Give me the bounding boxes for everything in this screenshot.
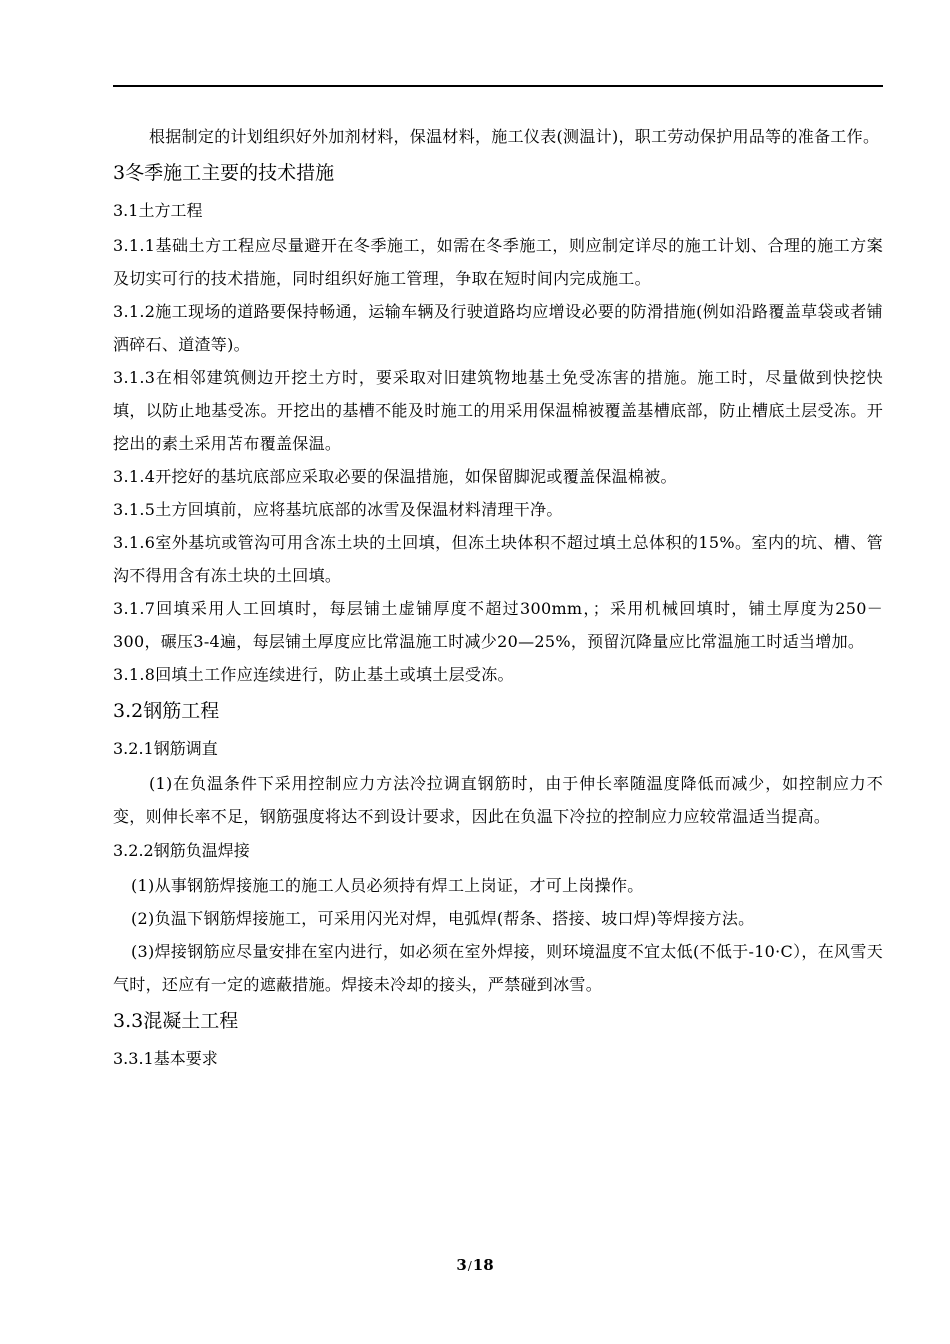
paragraph-3-2-1-item-1: (1)在负温条件下采用控制应力方法冷拉调直钢筋时，由于伸长率随温度降低而减少，如控制应力不变，则伸长率不足，钢筋强度将达不到设计要求，因此在负温下冷拉的控制应力应较常温适当提高。	[113, 774, 883, 826]
paragraph-3-1-3: 3.1.3在相邻建筑侧边开挖土方时，要采取对旧建筑物地基土免受冻害的措施。施工时，尽量做到快挖快填，以防止地基受冻。开挖出的基槽不能及时施工的用采用保温棉被覆盖基槽底部，防止槽底土层受冻。开挖出的素土采用苫布覆盖保温。	[113, 368, 883, 453]
heading-3-3: 3.3混凝土工程	[113, 1010, 239, 1032]
heading-3-3-1: 3.3.1基本要求	[113, 1049, 218, 1068]
heading-3-2-2: 3.2.2钢筋负温焊接	[113, 841, 250, 860]
paragraph-3-2-2-item-3: (3)焊接钢筋应尽量安排在室内进行，如必须在室外焊接，则环境温度不宜太低(不低于-10·C），在风雪天气时，还应有一定的遮蔽措施。焊接未冷却的接头，严禁碰到冰雪。	[113, 942, 883, 994]
paragraph-3-1-7: 3.1.7回填采用人工回填时，每层铺土虚铺厚度不超过300mm，；采用机械回填时，铺土厚度为250－300，碾压3-4遍，每层铺土厚度应比常温施工时减少20—25%，预留沉降量应比常温施工时适当增加。	[113, 599, 883, 651]
paragraph-3-1-5: 3.1.5土方回填前，应将基坑底部的冰雪及保温材料清理干净。	[113, 500, 563, 519]
paragraph-3-1-1: 3.1.1基础土方工程应尽量避开在冬季施工，如需在冬季施工，则应制定详尽的施工计划、合理的施工方案及切实可行的技术措施，同时组织好施工管理，争取在短时间内完成施工。	[113, 236, 883, 288]
header-rule	[113, 85, 883, 87]
heading-3-2-1: 3.2.1钢筋调直	[113, 739, 218, 758]
heading-section-3: 3冬季施工主要的技术措施	[113, 162, 335, 184]
paragraph-3-1-2: 3.1.2施工现场的道路要保持畅通，运输车辆及行驶道路均应增设必要的防滑措施(例如沿路覆盖草袋或者铺洒碎石、道渣等)。	[113, 302, 883, 354]
paragraph-3-2-2-item-1: (1)从事钢筋焊接施工的施工人员必须持有焊工上岗证，才可上岗操作。	[131, 876, 644, 895]
page-separator: /	[467, 1259, 472, 1273]
paragraph-3-1-8: 3.1.8回填土工作应连续进行，防止基土或填土层受冻。	[113, 665, 514, 684]
current-page: 3	[456, 1256, 467, 1274]
paragraph-preparation: 根据制定的计划组织好外加剂材料，保温材料，施工仪表(测温计)，职工劳动保护用品等的准备工作。	[149, 127, 880, 146]
page-number	[0, 1256, 950, 1274]
document-body	[113, 120, 883, 1077]
paragraph-3-1-4: 3.1.4开挖好的基坑底部应采取必要的保温措施，如保留脚泥或覆盖保温棉被。	[113, 467, 677, 486]
heading-3-1: 3.1土方工程	[113, 201, 203, 220]
paragraph-3-1-6: 3.1.6室外基坑或管沟可用含冻土块的土回填，但冻土块体积不超过填土总体积的15%。室内的坑、槽、管沟不得用含有冻土块的土回填。	[113, 533, 883, 585]
heading-3-2: 3.2钢筋工程	[113, 700, 220, 722]
paragraph-3-2-2-item-2: (2)负温下钢筋焊接施工，可采用闪光对焊，电弧焊(帮条、搭接、坡口焊)等焊接方法。	[131, 909, 755, 928]
total-pages: 18	[472, 1256, 494, 1274]
